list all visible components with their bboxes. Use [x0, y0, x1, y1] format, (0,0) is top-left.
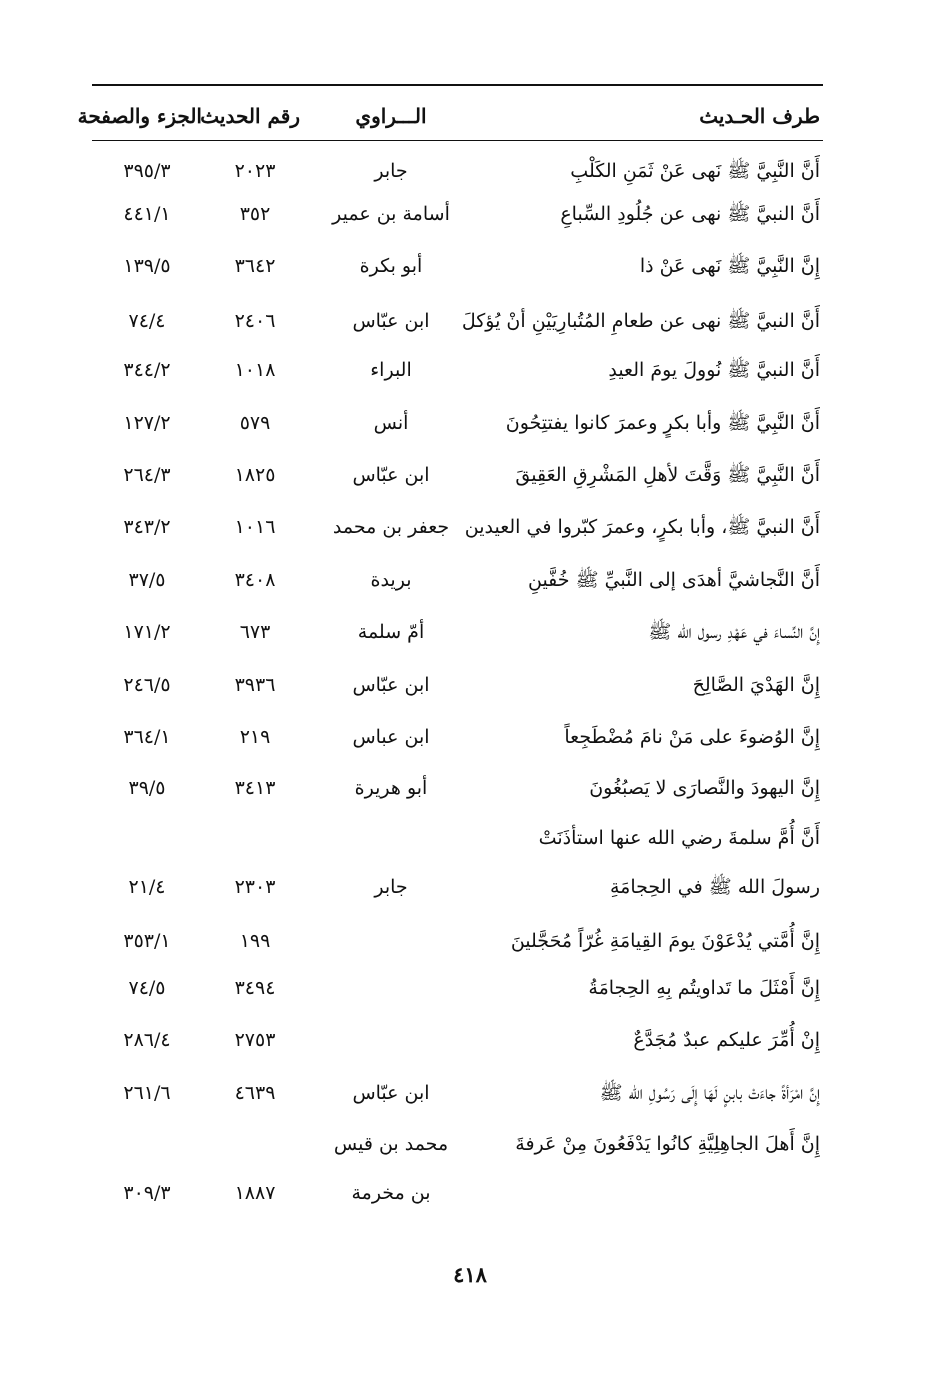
- table-row: [0, 189, 940, 239]
- narrator: أمّ سلمة: [357, 621, 425, 643]
- narrator: البراء: [370, 359, 412, 381]
- page-number: ٤١٨: [453, 1262, 487, 1287]
- volume-page: ٣٩/٥: [128, 777, 166, 799]
- table-row: [0, 345, 940, 395]
- table-row: [0, 862, 940, 912]
- volume-page: ٣٩٥/٣: [123, 160, 171, 182]
- volume-page: ٣٤٤/٢: [123, 359, 171, 381]
- narrator: أنس: [373, 412, 409, 434]
- table-row: [0, 241, 940, 291]
- hadith-number: ١٨٨٧: [234, 1182, 276, 1204]
- hadith-text: أَنَّ النبيَّ ﷺ نهى عن طعامِ المُتُبارِيَيْنِ أنْ يُؤكلَ: [461, 310, 820, 332]
- narrator: جابر: [374, 160, 408, 182]
- hadith-text: أَنَّ النبيَّ ﷺ نهى عن جُلُودِ السِّباعِ: [560, 203, 820, 225]
- hadith-text: إِنَّ النِّساءَ في عَهْدِ رسول الله ﷺ: [648, 621, 820, 643]
- table-row: [0, 660, 940, 710]
- table-row: [0, 555, 940, 605]
- volume-page: ٣٦٤/١: [123, 726, 171, 748]
- volume-page: ٣٥٣/١: [123, 930, 171, 952]
- top-rule: [92, 84, 823, 86]
- volume-page: ٢٦٤/٣: [123, 464, 171, 486]
- hadith-text: رسولَ الله ﷺ في الحِجامَةِ: [609, 876, 820, 898]
- hadith-text: أَنَّ النبيَّ ﷺ، وأبا بكرٍ، وعمرَ كبّروا في العيدين: [464, 516, 820, 538]
- narrator: جابر: [374, 876, 408, 898]
- hadith-number: ٣٩٣٦: [234, 674, 276, 696]
- table-row: [0, 296, 940, 346]
- hadith-number: ٢٠٢٣: [234, 160, 276, 182]
- narrator: جعفر بن محمد: [332, 516, 450, 538]
- volume-page: ٣٧/٥: [128, 569, 166, 591]
- hadith-text: أَنَّ النَّبِيَّ ﷺ وَقَّتَ لأهلِ المَشْرِقِ العَقِيقَ: [515, 464, 820, 486]
- hadith-number: ٦٧٣: [239, 621, 271, 643]
- hadith-text: إِنَّ امْرَأةً جاءَتْ بابنٍ لَهَا إِلَى رَسُولِ الله ﷺ: [599, 1082, 820, 1104]
- table-row: [0, 916, 940, 966]
- volume-page: ٧٤/٥: [128, 977, 166, 999]
- volume-page: ٣٠٩/٣: [123, 1182, 171, 1204]
- table-row: [0, 450, 940, 500]
- narrator: ابن عباس: [352, 726, 430, 748]
- hadith-text: إِنَّ النَّبِيَّ ﷺ نَهى عَنْ ذا: [639, 255, 820, 277]
- table-row: [0, 1015, 940, 1065]
- hadith-text: إِنَّ أَمْثَلَ ما تَداويتُم بِهِ الحِجامَةُ: [588, 977, 820, 999]
- hadith-text: إِنَّ أُمَّتي يُدْعَوْنَ يومَ القِيامَةِ غُرّاً مُحَجَّلينَ: [510, 930, 820, 952]
- hadith-text: أَنَّ النَّبِيَّ ﷺ نَهى عَنْ ثَمَنِ الكَلْبِ: [570, 160, 820, 182]
- header-volume-page: الجزء والصفحة: [77, 104, 202, 128]
- volume-page: ٢٦١/٦: [123, 1082, 171, 1104]
- narrator: بريدة: [370, 569, 412, 591]
- narrator: أبو هريرة: [354, 777, 428, 799]
- volume-page: ٤٤١/١: [123, 203, 171, 225]
- hadith-number: ٢٧٥٣: [234, 1029, 276, 1051]
- table-row: [0, 502, 940, 552]
- hadith-number: ١٠١٨: [234, 359, 276, 381]
- volume-page: ٣٤٣/٢: [123, 516, 171, 538]
- hadith-text: إِنَّ اليهودَ والنَّصارَى لا يَصبُغُونَ: [589, 777, 820, 799]
- table-row: [0, 963, 940, 1013]
- hadith-text: أَنَّ النبيَّ ﷺ نُوولَ يومَ العيدِ: [608, 359, 820, 381]
- table-row: [0, 763, 940, 813]
- volume-page: ١٢٧/٢: [123, 412, 171, 434]
- header-narrator: الـــراوي: [355, 104, 427, 128]
- hadith-number: ٣٥٢: [239, 203, 271, 225]
- table-row: [0, 712, 940, 762]
- hadith-number: ٥٧٩: [239, 412, 271, 434]
- hadith-number: ٢٣٠٣: [234, 876, 276, 898]
- hadith-text: إِنْ أُمِّرَ عليكم عبدٌ مُجَدَّعٌ: [633, 1029, 820, 1051]
- narrator: أسامة بن عمير: [332, 203, 450, 225]
- volume-page: ٢٨٦/٤: [123, 1029, 171, 1051]
- narrator: ابن عبّاس: [352, 310, 430, 332]
- hadith-text: إِنَّ الهَدْيَ الصَّالِحَ: [692, 674, 820, 696]
- narrator: بن مخرمة: [351, 1182, 431, 1204]
- table-row: [0, 1068, 940, 1118]
- header-rule: [92, 140, 823, 141]
- narrator: محمد بن قيس: [333, 1133, 449, 1155]
- table-row: [0, 398, 940, 448]
- hadith-text: إِنَّ أَهلَ الجاهِلِيَّةِ كانُوا يَدْفَعُونَ مِنْ عَرفةَ: [515, 1133, 820, 1155]
- hadith-text: إِنَّ الوُضوءَ على مَنْ نامَ مُضْطَجِعاً: [564, 726, 820, 748]
- volume-page: ٢١/٤: [128, 876, 166, 898]
- narrator: ابن عبّاس: [352, 1082, 430, 1104]
- volume-page: ٢٤٦/٥: [123, 674, 171, 696]
- header-hadith-number: رقم الحديث: [200, 104, 300, 128]
- table-row: [0, 813, 940, 863]
- narrator: أبو بكرة: [359, 255, 423, 277]
- hadith-text: أَنَّ أُمَّ سلمةَ رضي الله عنها استأذَنَتْ: [538, 827, 820, 849]
- hadith-number: ٢١٩: [239, 726, 271, 748]
- hadith-text: أَنَّ النَّبِيَّ ﷺ وأبا بكرٍ وعمرَ كانوا يفتتِحُونَ: [505, 412, 820, 434]
- narrator: ابن عبّاس: [352, 464, 430, 486]
- hadith-text: أَنَّ النَّجاشيَّ أهدَى إلى النَّبيِّ ﷺ خُفَّينِ: [527, 569, 820, 591]
- table-row: [0, 1168, 940, 1218]
- table-row: [0, 607, 940, 657]
- volume-page: ١٧١/٢: [123, 621, 171, 643]
- hadith-number: ٣٤٠٨: [234, 569, 276, 591]
- hadith-number: ٣٤٩٤: [234, 977, 276, 999]
- header-hadith-text: طرف الحـديث: [699, 104, 820, 128]
- hadith-number: ٣٤١٣: [234, 777, 276, 799]
- hadith-number: ١٠١٦: [234, 516, 276, 538]
- hadith-number: ١٩٩: [239, 930, 271, 952]
- volume-page: ١٣٩/٥: [123, 255, 171, 277]
- hadith-number: ١٨٢٥: [234, 464, 276, 486]
- table-row: [0, 1119, 940, 1169]
- hadith-number: ٢٤٠٦: [234, 310, 276, 332]
- hadith-number: ٤٦٣٩: [234, 1082, 276, 1104]
- hadith-number: ٣٦٤٢: [234, 255, 276, 277]
- narrator: ابن عبّاس: [352, 674, 430, 696]
- volume-page: ٧٤/٤: [128, 310, 166, 332]
